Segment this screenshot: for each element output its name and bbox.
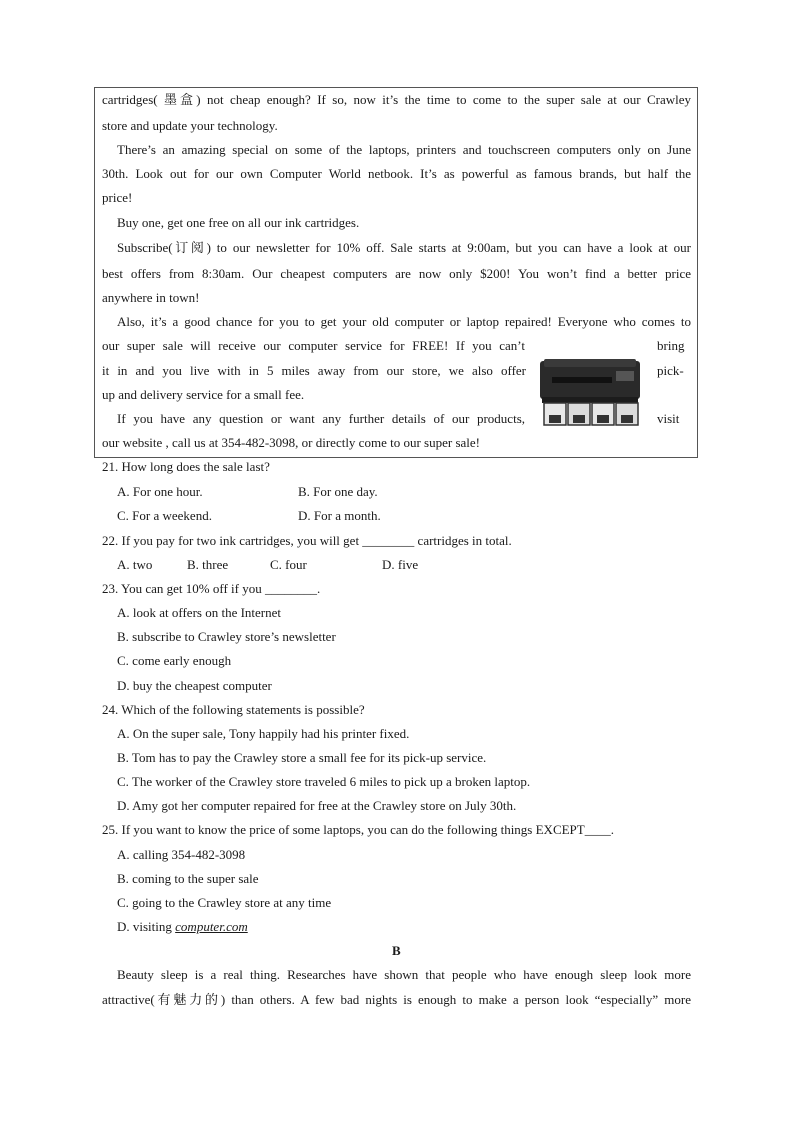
q24-option-b: B. Tom has to pay the Crawley store a small fee for its pick-up service. bbox=[117, 750, 487, 765]
section-b-heading: B bbox=[392, 943, 401, 958]
question-25: 25. If you want to know the price of some laptops, you can do the following things EXCEPT____. bbox=[102, 822, 614, 837]
q25-option-a: A. calling 354-482-3098 bbox=[117, 847, 246, 862]
wrap-word-pick: pick- bbox=[657, 363, 684, 378]
q25-option-d bbox=[117, 919, 248, 935]
passage-a-line-3: There’s an amazing special on some of the laptops, printers and touchscreen computers only on June bbox=[117, 142, 691, 157]
q25-option-c: C. going to the Crawley store at any time bbox=[117, 895, 332, 910]
passage-a-line-10: Also, it’s a good chance for you to get your old computer or laptop repaired! Everyone who comes to bbox=[117, 314, 691, 329]
printer-image bbox=[538, 357, 644, 429]
passage-a-line-9: anywhere in town! bbox=[102, 290, 200, 305]
passage-a-line-11: our super sale will receive our computer service for FREE! If you can’t bbox=[102, 338, 525, 353]
q22-option-c: C. four bbox=[270, 557, 307, 572]
question-24: 24. Which of the following statements is possible? bbox=[102, 702, 365, 717]
q23-option-d: D. buy the cheapest computer bbox=[117, 678, 272, 693]
question-21: 21. How long does the sale last? bbox=[102, 459, 270, 474]
q22-option-d: D. five bbox=[382, 557, 419, 572]
wrap-word-visit: visit bbox=[657, 411, 680, 426]
passage-a-line-8: best offers from 8:30am. Our cheapest computers are now only $200! You won’t find a better price bbox=[102, 266, 691, 281]
passage-b-line-1: Beauty sleep is a real thing. Researches have shown that people who have enough sleep look more bbox=[117, 967, 691, 982]
question-22: 22. If you pay for two ink cartridges, you will get ________ cartridges in total. bbox=[102, 533, 512, 548]
passage-a-line-6: Buy one, get one free on all our ink cartridges. bbox=[117, 215, 360, 230]
q21-option-c: C. For a weekend. bbox=[117, 508, 212, 523]
passage-b-line-2: attractive(有魅力的) than others. A few bad nights is enough to make a person look “especially” more bbox=[102, 992, 691, 1007]
passage-a-line-12: it in and you live with in 5 miles away from our store, we also offer bbox=[102, 363, 526, 378]
passage-a-line-7: Subscribe(订阅) to our newsletter for 10% off. Sale starts at 9:00am, but you can have a look at our bbox=[117, 240, 691, 255]
q23-option-a: A. look at offers on the Internet bbox=[117, 605, 282, 620]
question-23: 23. You can get 10% off if you ________. bbox=[102, 581, 321, 596]
q21-option-b: B. For one day. bbox=[298, 484, 378, 499]
q22-option-b: B. three bbox=[187, 557, 229, 572]
q21-option-d: D. For a month. bbox=[298, 508, 381, 523]
passage-a-line-5: price! bbox=[102, 190, 133, 205]
website-link[interactable]: computer.com bbox=[175, 919, 248, 934]
passage-a-line-2: store and update your technology. bbox=[102, 118, 278, 133]
q23-option-b: B. subscribe to Crawley store’s newsletter bbox=[117, 629, 336, 644]
passage-a-line-15: our website , call us at 354-482-3098, or directly come to our super sale! bbox=[102, 435, 480, 450]
q21-option-a: A. For one hour. bbox=[117, 484, 203, 499]
q23-option-c: C. come early enough bbox=[117, 653, 232, 668]
wrap-word-bring: bring bbox=[657, 338, 685, 353]
q22-option-a: A. two bbox=[117, 557, 153, 572]
q24-option-a: A. On the super sale, Tony happily had his printer fixed. bbox=[117, 726, 410, 741]
q25-option-d-label: D. visiting bbox=[117, 919, 172, 934]
passage-a-line-14: If you have any question or want any further details of our products, bbox=[117, 411, 525, 426]
passage-a-line-13: up and delivery service for a small fee. bbox=[102, 387, 305, 402]
q25-option-b: B. coming to the super sale bbox=[117, 871, 259, 886]
passage-a-line-1: cartridges( 墨盒) not cheap enough? If so, now it’s the time to come to the super sale at our Crawley bbox=[102, 92, 691, 107]
passage-a-line-4: 30th. Look out for our own Computer World netbook. It’s as powerful as famous brands, but half the bbox=[102, 166, 691, 181]
q24-option-c: C. The worker of the Crawley store traveled 6 miles to pick up a broken laptop. bbox=[117, 774, 531, 789]
q24-option-d: D. Amy got her computer repaired for free at the Crawley store on July 30th. bbox=[117, 798, 517, 813]
